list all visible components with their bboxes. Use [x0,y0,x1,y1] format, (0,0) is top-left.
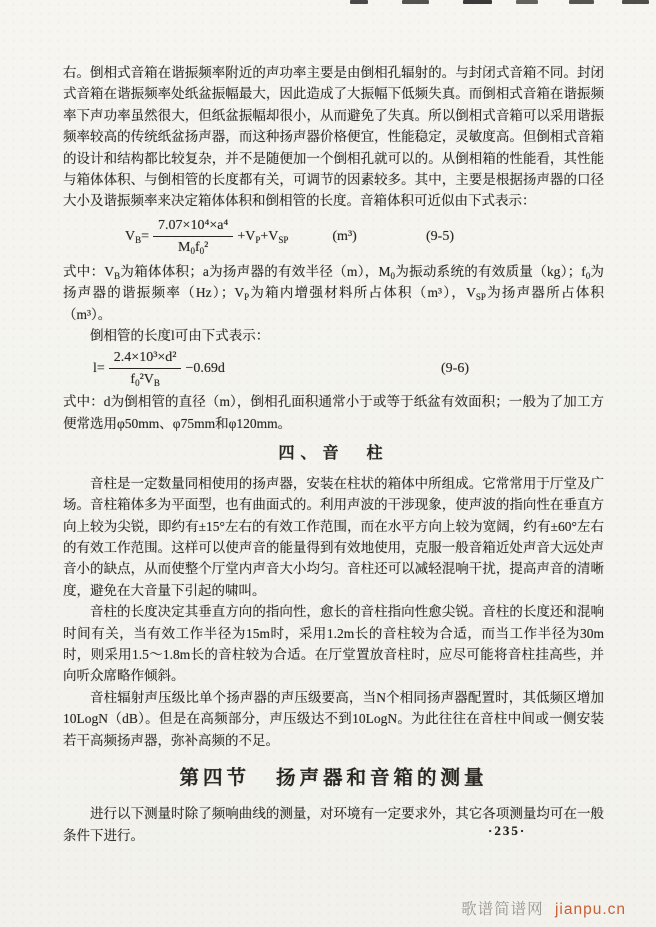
paragraph-formula-9-5-legend: 式中：$V_B$为箱体体积；a为扬声器的有效半径（m），$M_0$为振动系统的有效质量（kg）；$f_0$为扬声器的谐振频率（Hz）；$V_P$为箱内增强材料所占体积（m³），$V_{SP}$为扬声器所占体积（m³）。 [63,263,605,322]
scan-mark [402,0,429,4]
watermark-url: jianpu.cn [554,901,626,918]
paragraph-sound-column-length: 音柱的长度决定其垂直方向的指向性，愈长的音柱指向性愈尖锐。音柱的长度还和混响时间有关，当有效工作半径为15m时，采用1.2m长的音柱较为合适，而当工作半径为30m时，则采用1.5～1.8m长的音柱较为合适。在厅堂置放音柱时，应尽可能将音柱挂高些，并向听众席略作倾斜。 [63,604,604,684]
scan-mark [350,0,368,4]
page-number: ·235· [488,823,527,838]
paragraph-formula-9-6-legend: 式中：d为倒相管的直径（m），倒相孔面积通常小于或等于纸盆有效面积；一般为了加工方便常选用φ50mm、φ75mm和φ120mm。 [63,394,604,431]
paragraph-bass-reflex-design: 右。倒相式音箱在谐振频率附近的声功率主要是由倒相孔辐射的。与封闭式音箱不同。封闭式音箱在谐振频率处纸盆振幅最大，因此造成了大振幅下低频失真。而倒相式音箱在谐振频率下声功率虽然很大，但纸盆振幅却很小，从而避免了失真。所以倒相式音箱可以采用谐振频率较高的传统纸盆扬声器，而这种扬声器价格便宜，性能稳定，灵敏度高。但倒相式音箱的设计和结构都比较复杂，并不是随便加一个倒相孔就可以的。从倒相箱的性能看，其性能与箱体体积、与倒相管的长度都有关，可调节的因素较多。其中，主要是根据扬声器的口径大小及谐振频率来决定箱体体积和倒相管的长度。音箱体积可近似由下式表示： [63,65,604,209]
equation-number-9-6: (9-6) [441,361,469,377]
formula-lhs: l= [93,361,105,377]
scan-mark [516,0,538,4]
section-number: 第四节 [179,767,250,789]
paragraph-port-length-intro: 倒相管的长度l可由下式表示： [90,328,270,344]
scan-mark [569,0,594,4]
formula-numerator: 2.4×10³×d² [109,349,182,369]
paragraph-measurement-conditions: 进行以下测量时除了频响曲线的测量，对环境有一定要求外，其它各项测量均可在一般条件下进行。 [63,806,604,843]
formula-denominator: $M_0f_0^2$ [178,239,209,256]
formula-fraction [153,217,233,256]
equation-number-9-5: (9-5) [426,228,454,244]
paragraph-sound-column-overview: 音柱是一定数量同相使用的扬声器，安装在柱状的箱体中所组成。它常常用于厅堂及广场。音柱箱体多为平面型，也有曲面式的。利用声波的干涉现象，使声波的指向性在垂直方向上较为尖锐，即约有±15°左右的有效工作范围，而在水平方向上较为宽阔，约有±60°左右的有效工作范围。这样可以使声音的能量得到有效地使用，克服一般音箱近处声音大远处声音小的缺点，从而使整个厅堂内声音大小均匀。音柱还可以减轻混响干扰，提高声音的清晰度，避免在大音量下引起的啸叫。 [63,475,604,598]
formula-box-volume-9-5 [125,217,604,256]
formula-unit: (m³) [332,228,357,244]
section-title: 扬声器和音箱的测量 [276,767,488,789]
formula-port-length-9-6 [93,349,604,388]
page-text-block [63,62,604,846]
formula-tail-terms: −0.69d [185,361,225,377]
formula-lhs: $V_B=$ [125,228,150,245]
watermark [461,897,626,919]
formula-fraction [109,349,182,388]
subsection-heading-sound-column: 四、音 柱 [278,445,389,463]
scan-mark [463,0,492,4]
formula-denominator: $f_0^2V_B$ [130,372,160,389]
section-heading-measurement [63,768,604,789]
watermark-site-name: 歌谱简谱网 [461,901,544,918]
formula-tail-terms: $+V_P+V_{SP}$ [237,228,289,245]
scan-mark [622,0,649,4]
paragraph-sound-column-spl: 音柱辐射声压级比单个扬声器的声压级要高，当N个相同扬声器配置时，其低频区增加10LogN（dB）。但是在高频部分，声压级达不到10LogN。为此往往在音柱中间或一侧安装若干高频扬声器，弥补高频的不足。 [63,689,604,748]
formula-numerator: 7.07×10⁴×a⁴ [153,217,233,237]
